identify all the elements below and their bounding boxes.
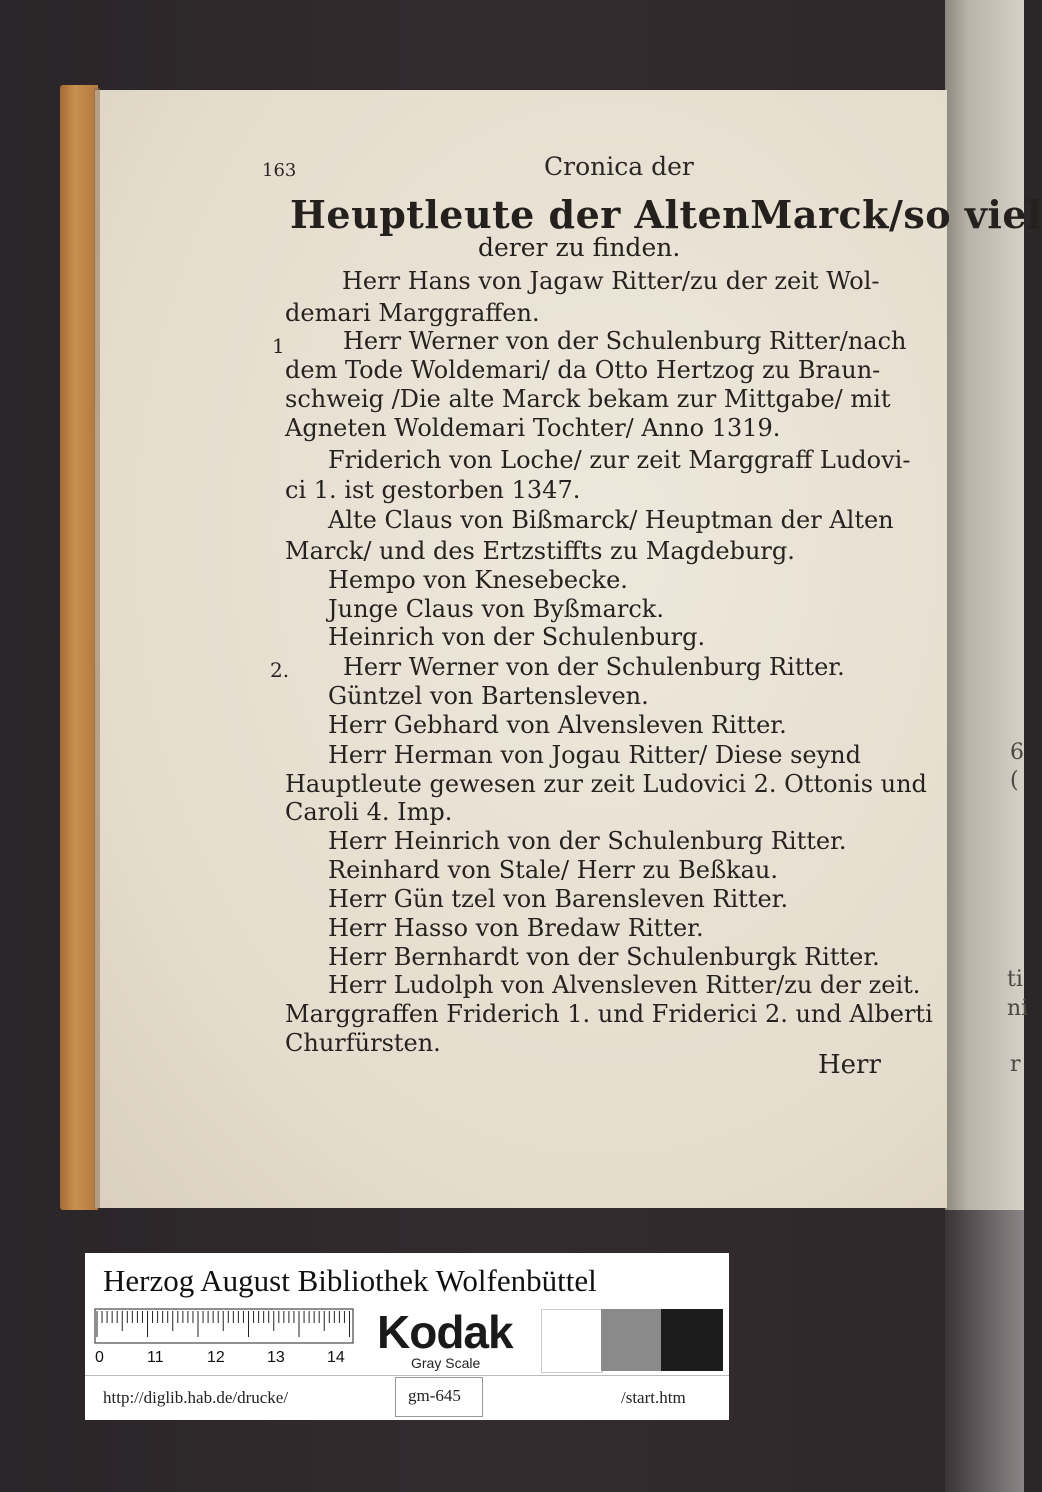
card-divider <box>85 1375 729 1376</box>
text-line: dem Tode Woldemari/ da Otto Hertzog zu Braun- <box>285 356 881 384</box>
text-line: Friderich von Loche/ zur zeit Marggraff Ludovi- <box>328 446 911 474</box>
black-swatch <box>661 1309 723 1371</box>
text-line: Güntzel von Bartensleven. <box>328 682 649 710</box>
facing-page-text-fragment: ti <box>1007 967 1023 992</box>
digital-library-url: http://diglib.hab.de/drucke/ <box>103 1388 289 1407</box>
text-line: Herr Ludolph von Alvensleven Ritter/zu der zeit. <box>328 971 921 999</box>
text-line: Caroli 4. Imp. <box>285 798 453 826</box>
margin-number: 2. <box>270 658 290 682</box>
text-line: Herr Herman von Jogau Ritter/ Diese seynd <box>328 741 861 769</box>
color-calibration-card <box>85 1253 729 1420</box>
gray-scale-caption: Gray Scale <box>411 1355 481 1371</box>
text-line: Hauptleute gewesen zur zeit Ludovici 2. Ottonis und <box>285 770 927 798</box>
catchword: Herr <box>818 1050 881 1080</box>
text-line: Agneten Woldemari Tochter/ Anno 1319. <box>285 414 781 442</box>
ruler-label: 13 <box>267 1349 285 1366</box>
text-line: Herr Werner von der Schulenburg Ritter/nach <box>343 327 907 355</box>
text-line: Herr Werner von der Schulenburg Ritter. <box>343 653 845 681</box>
facing-page-text-fragment: ni <box>1007 996 1029 1021</box>
text-line: ci 1. ist gestorben 1347. <box>285 476 581 504</box>
text-line: Herr Bernhardt von der Schulenburgk Ritter. <box>328 943 880 971</box>
kodak-logo: Kodak <box>377 1306 513 1358</box>
page-number: 163 <box>262 160 297 181</box>
white-swatch <box>541 1309 603 1373</box>
text-line: Alte Claus von Bißmarck/ Heuptman der Alten <box>328 506 894 534</box>
ruler-label: 12 <box>207 1349 225 1366</box>
measurement-ruler <box>95 1309 353 1343</box>
text-line: Churfürsten. <box>285 1029 441 1057</box>
shelfmark: gm-645 <box>408 1386 461 1405</box>
facing-page-text-fragment: 6 <box>1010 740 1024 765</box>
running-title: Cronica der <box>544 152 694 181</box>
start-page-url: /start.htm <box>621 1388 686 1407</box>
library-name: Herzog August Bibliothek Wolfenbüttel <box>103 1263 597 1298</box>
ruler-labels <box>95 1349 365 1371</box>
margin-number: 1 <box>272 334 285 358</box>
facing-page-text-fragment: r <box>1010 1052 1021 1077</box>
ruler-label: 0 <box>95 1349 104 1366</box>
text-line: schweig /Die alte Marck bekam zur Mittgabe/ mit <box>285 385 891 413</box>
text-line: Reinhard von Stale/ Herr zu Beßkau. <box>328 856 778 884</box>
section-subheading: derer zu finden. <box>478 233 681 262</box>
text-line: Herr Hasso von Bredaw Ritter. <box>328 914 704 942</box>
ruler-label: 11 <box>147 1349 164 1366</box>
text-line: Herr Gün tzel von Barensleven Ritter. <box>328 885 789 913</box>
text-line: Hempo von Knesebecke. <box>328 566 628 594</box>
gray-swatch <box>601 1309 661 1371</box>
section-heading: Heuptleute der AltenMarck/so viel <box>290 192 1042 237</box>
text-line: Marggraffen Friderich 1. und Friderici 2. und Alberti <box>285 1000 933 1028</box>
ruler-label: 14 <box>327 1349 345 1366</box>
text-line: Heinrich von der Schulenburg. <box>328 623 706 651</box>
text-line: Herr Gebhard von Alvensleven Ritter. <box>328 711 787 739</box>
facing-page-shadow <box>945 1210 1024 1492</box>
text-line: demari Marggraffen. <box>285 299 540 327</box>
facing-page-text-fragment: ( <box>1010 768 1019 793</box>
book-page-edge <box>60 85 98 1210</box>
text-line: Junge Claus von Byßmarck. <box>328 595 664 623</box>
text-line: Herr Heinrich von der Schulenburg Ritter. <box>328 827 847 855</box>
text-line: Herr Hans von Jagaw Ritter/zu der zeit Wol- <box>342 267 880 295</box>
shelfmark-box <box>395 1377 483 1417</box>
text-line: Marck/ und des Ertzstiffts zu Magdeburg. <box>285 537 795 565</box>
gutter-shadow <box>94 88 100 1208</box>
